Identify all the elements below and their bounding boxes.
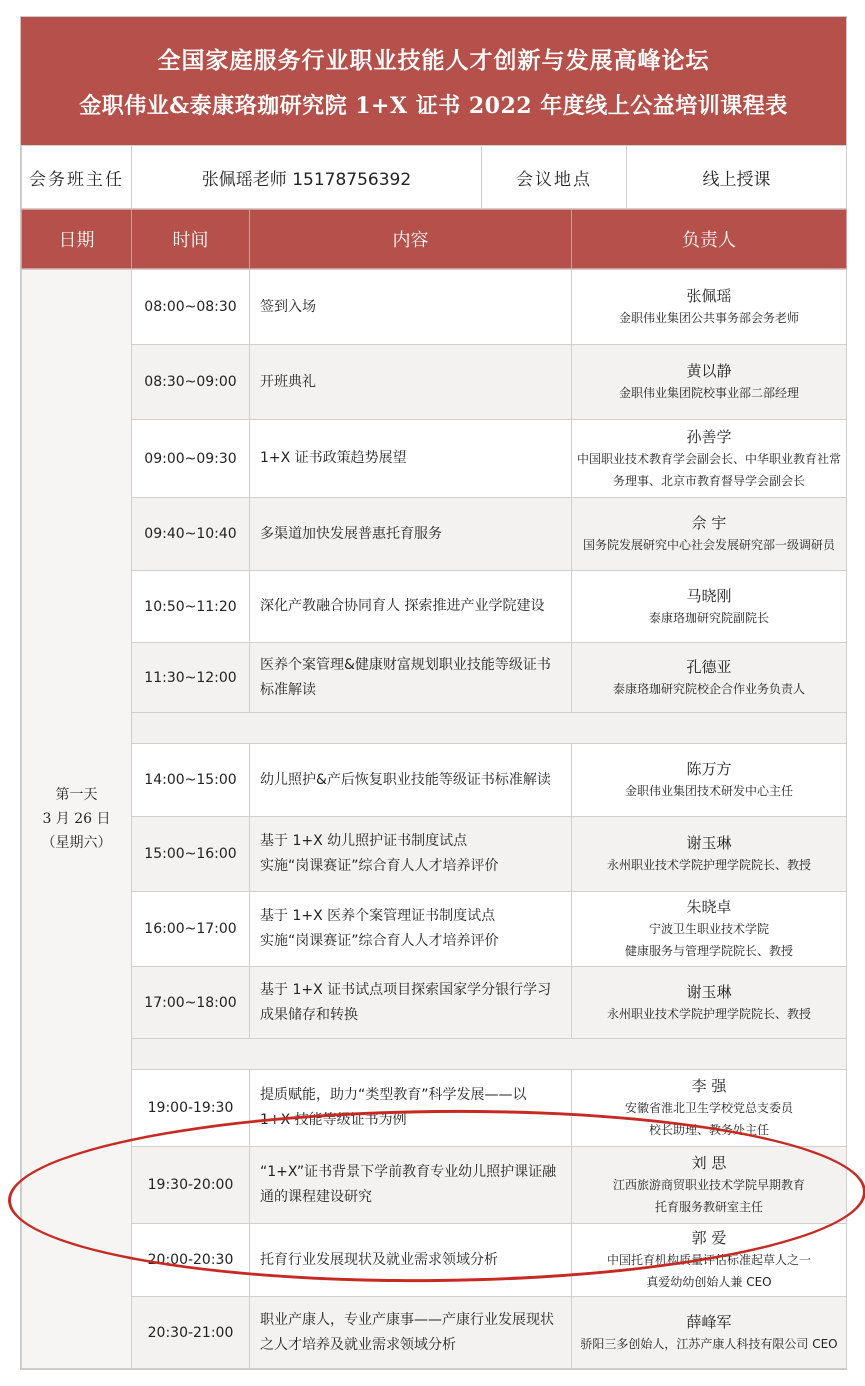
course-title: 金职伟业&泰康珞珈研究院 1+X 证书 2022 年度线上公益培训课程表 — [79, 93, 788, 119]
owner-title: 金职伟业集团技术研发中心主任 — [624, 784, 793, 798]
owner-name: 张佩瑶 — [686, 287, 732, 305]
column-time: 时间 — [132, 210, 250, 269]
session-time: 08:30~09:00 — [132, 345, 250, 420]
session-content: 幼儿照护&产后恢复职业技能等级证书标准解读 — [250, 744, 572, 817]
owner-title: 国务院发展研究中心社会发展研究部一级调研员 — [582, 538, 835, 552]
table-row — [22, 420, 847, 498]
owner-title: 金职伟业集团公共事务部会务老师 — [618, 311, 799, 325]
session-time: 20:00-20:30 — [132, 1224, 250, 1297]
session-time: 09:40~10:40 — [132, 498, 250, 571]
session-content: 托育行业发展现状及就业需求领域分析 — [250, 1224, 572, 1297]
session-content: 1+X 证书政策趋势展望 — [250, 420, 572, 498]
director-label: 会务班主任 — [22, 146, 132, 209]
session-owner — [572, 1224, 847, 1297]
session-content: 深化产教融合协同育人 探索推进产业学院建设 — [250, 571, 572, 643]
session-owner — [572, 817, 847, 892]
owner-title: 中国职业技术教育学会副会长、中华职业教育社常务理事、北京市教育督导学会副会长 — [576, 451, 841, 488]
session-owner — [572, 420, 847, 498]
venue-value: 线上授课 — [627, 146, 847, 209]
owner-name: 黄以静 — [686, 362, 732, 380]
session-time: 17:00~18:00 — [132, 967, 250, 1039]
session-owner — [572, 643, 847, 713]
session-time: 10:50~11:20 — [132, 571, 250, 643]
session-content: 开班典礼 — [250, 345, 572, 420]
session-owner — [572, 1070, 847, 1147]
session-owner — [572, 967, 847, 1039]
forum-title: 全国家庭服务行业职业技能人才创新与发展高峰论坛 — [157, 47, 710, 74]
table-row — [22, 967, 847, 1039]
table-row — [22, 817, 847, 892]
info-table — [21, 145, 847, 209]
break-cell — [132, 1039, 847, 1070]
session-time: 19:00-19:30 — [132, 1070, 250, 1147]
session-owner — [572, 1147, 847, 1224]
break-row — [22, 713, 847, 744]
owner-title: 宁波卫生职业技术学院 健康服务与管理学院院长、教授 — [624, 922, 793, 958]
owner-name: 刘 思 — [691, 1154, 727, 1172]
session-owner — [572, 571, 847, 643]
owner-title: 永州职业技术学院护理学院院长、教授 — [606, 1006, 811, 1021]
title-banner — [21, 17, 846, 145]
owner-name: 谢玉琳 — [686, 834, 732, 852]
table-row — [22, 1147, 847, 1224]
owner-name: 马晓刚 — [686, 586, 732, 605]
table-row — [22, 345, 847, 420]
owner-name: 陈万方 — [686, 760, 732, 778]
table-row — [22, 744, 847, 817]
session-time: 14:00~15:00 — [132, 744, 250, 817]
session-content: 基于 1+X 证书试点项目探索国家学分银行学习成果储存和转换 — [250, 967, 572, 1039]
owner-name: 朱晓卓 — [686, 898, 732, 916]
owner-title: 江西旅游商贸职业技术学院早期教育 托育服务教研室主任 — [612, 1178, 805, 1214]
owner-name: 佘 宇 — [691, 514, 727, 532]
day-cell — [22, 270, 132, 1369]
owner-name: 谢玉琳 — [686, 982, 732, 1001]
schedule-sheet — [20, 16, 847, 1370]
director-value: 张佩瑶老师 15178756392 — [132, 146, 482, 209]
session-content: 签到入场 — [250, 270, 572, 345]
break-row — [22, 1039, 847, 1070]
owner-name: 孙善学 — [686, 427, 732, 446]
table-row — [22, 1297, 847, 1369]
owner-title: 骄阳三多创始人，江苏产康人科技有限公司 CEO — [580, 1336, 838, 1351]
session-content: 医养个案管理&健康财富规划职业技能等级证书标准解读 — [250, 643, 572, 713]
table-row — [22, 892, 847, 967]
column-content: 内容 — [250, 210, 572, 269]
session-content: 基于 1+X 医养个案管理证书制度试点 实施“岗课赛证”综合育人人才培养评价 — [250, 892, 572, 967]
session-time: 11:30~12:00 — [132, 643, 250, 713]
session-owner — [572, 744, 847, 817]
owner-title: 中国托育机构质量评估标准起草人之一 真爱幼幼创始人兼 CEO — [606, 1253, 811, 1289]
session-time: 20:30-21:00 — [132, 1297, 250, 1369]
venue-label: 会议地点 — [482, 146, 627, 209]
owner-name: 薛峰军 — [686, 1312, 732, 1331]
column-date: 日期 — [22, 210, 132, 269]
session-time: 08:00~08:30 — [132, 270, 250, 345]
owner-name: 李 强 — [691, 1077, 727, 1095]
owner-title: 安徽省淮北卫生学校党总支委员 校长助理、教务处主任 — [624, 1101, 793, 1137]
session-time: 19:30-20:00 — [132, 1147, 250, 1224]
day-line2: 3 月 26 日 — [42, 811, 111, 827]
table-row — [22, 270, 847, 345]
day-line3: （星期六） — [41, 835, 112, 851]
session-content: 职业产康人，专业产康事——产康行业发展现状之人才培养及就业需求领域分析 — [250, 1297, 572, 1369]
owner-title: 永州职业技术学院护理学院院长、教授 — [606, 858, 811, 872]
table-row — [22, 498, 847, 571]
schedule-table — [21, 269, 847, 1369]
session-owner — [572, 498, 847, 571]
session-content: 提质赋能，助力“类型教育”科学发展——以 1+X 技能等级证书为例 — [250, 1070, 572, 1147]
table-row — [22, 643, 847, 713]
owner-name: 孔德亚 — [686, 657, 732, 676]
session-content: 多渠道加快发展普惠托育服务 — [250, 498, 572, 571]
session-owner — [572, 270, 847, 345]
table-row — [22, 1070, 847, 1147]
session-owner — [572, 1297, 847, 1369]
session-time: 16:00~17:00 — [132, 892, 250, 967]
column-owner: 负责人 — [572, 210, 847, 269]
column-header — [21, 209, 847, 269]
table-row — [22, 1224, 847, 1297]
owner-title: 泰康珞珈研究院校企合作业务负责人 — [612, 681, 805, 696]
owner-title: 泰康珞珈研究院副院长 — [648, 610, 769, 625]
session-content: “1+X”证书背景下学前教育专业幼儿照护课证融通的课程建设研究 — [250, 1147, 572, 1224]
session-content: 基于 1+X 幼儿照护证书制度试点 实施“岗课赛证”综合育人人才培养评价 — [250, 817, 572, 892]
session-time: 15:00~16:00 — [132, 817, 250, 892]
session-owner — [572, 892, 847, 967]
owner-name: 郭 爱 — [691, 1229, 727, 1247]
session-owner — [572, 345, 847, 420]
session-time: 09:00~09:30 — [132, 420, 250, 498]
owner-title: 金职伟业集团院校事业部二部经理 — [618, 386, 799, 400]
table-row — [22, 571, 847, 643]
break-cell — [132, 713, 847, 744]
day-line1: 第一天 — [55, 787, 98, 803]
